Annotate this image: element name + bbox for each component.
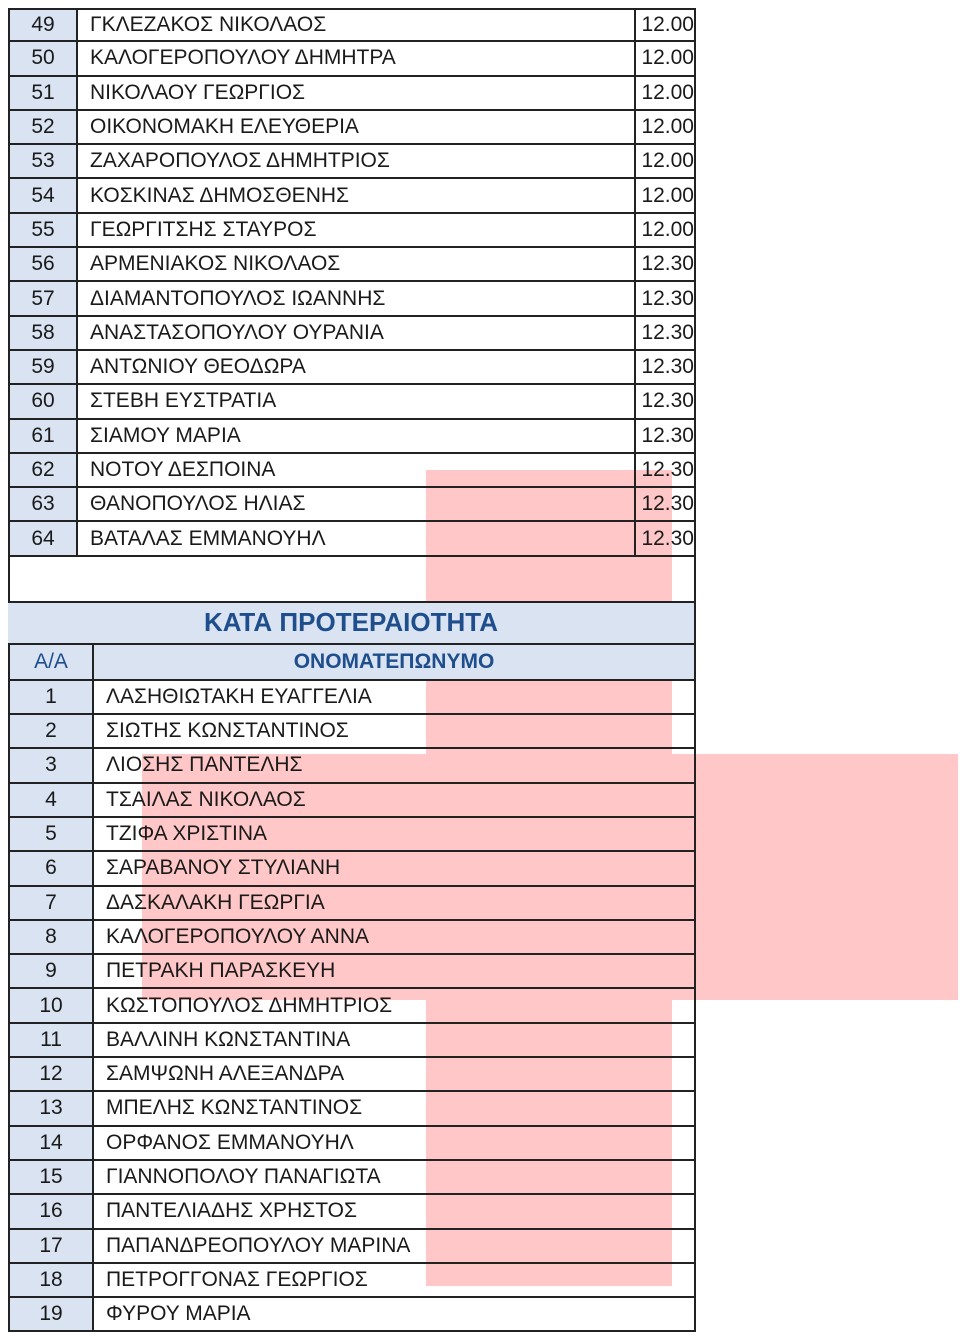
row-name: ΠΕΤΡΟΓΓΟΝΑΣ ΓΕΩΡΓΙΟΣ bbox=[94, 1264, 696, 1296]
row-time: 12.00 bbox=[636, 77, 696, 109]
row-number: 18 bbox=[8, 1264, 94, 1296]
schedule-table bbox=[8, 8, 696, 557]
row-name: ΑΝΑΣΤΑΣΟΠΟΥΛΟΥ ΟΥΡΑΝΙΑ bbox=[78, 317, 636, 349]
row-name: ΦΥΡΟΥ ΜΑΡΙΑ bbox=[94, 1298, 696, 1330]
row-time: 12.00 bbox=[636, 42, 696, 74]
table-row bbox=[8, 1058, 696, 1092]
row-name: ΔΑΣΚΑΛΑΚΗ ΓΕΩΡΓΙΑ bbox=[94, 887, 696, 919]
row-number: 62 bbox=[8, 454, 78, 486]
row-time: 12.30 bbox=[636, 454, 696, 486]
row-name: ΒΑΛΛΙΝΗ ΚΩΝΣΤΑΝΤΙΝΑ bbox=[94, 1024, 696, 1056]
table-row bbox=[8, 715, 696, 749]
table-row bbox=[8, 955, 696, 989]
row-name: ΣΙΑΜΟΥ ΜΑΡΙΑ bbox=[78, 420, 636, 452]
table-row bbox=[8, 681, 696, 715]
table-row bbox=[8, 214, 696, 248]
row-time: 12.30 bbox=[636, 488, 696, 520]
row-time: 12.00 bbox=[636, 145, 696, 177]
row-name: ΣΙΩΤΗΣ ΚΩΝΣΤΑΝΤΙΝΟΣ bbox=[94, 715, 696, 747]
row-name: ΓΚΛΕΖΑΚΟΣ ΝΙΚΟΛΑΟΣ bbox=[78, 10, 636, 40]
table-row bbox=[8, 179, 696, 213]
row-name: ΑΝΤΩΝΙΟΥ ΘΕΟΔΩΡΑ bbox=[78, 351, 636, 383]
row-number: 2 bbox=[8, 715, 94, 747]
row-number: 3 bbox=[8, 749, 94, 781]
table-row bbox=[8, 921, 696, 955]
row-name: ΖΑΧΑΡΟΠΟΥΛΟΣ ΔΗΜΗΤΡΙΟΣ bbox=[78, 145, 636, 177]
row-name: ΣΑΜΨΩΝΗ ΑΛΕΞΑΝΔΡΑ bbox=[94, 1058, 696, 1090]
table-row bbox=[8, 522, 696, 556]
row-number: 14 bbox=[8, 1127, 94, 1159]
row-name: ΤΖΙΦΑ ΧΡΙΣΤΙΝΑ bbox=[94, 818, 696, 850]
column-header-number: Α/Α bbox=[8, 645, 94, 679]
row-number: 1 bbox=[8, 681, 94, 713]
row-time: 12.00 bbox=[636, 10, 696, 40]
priority-title: ΚΑΤΑ ΠΡΟΤΕΡΑΙΟΤΗΤΑ bbox=[8, 603, 696, 643]
row-number: 57 bbox=[8, 282, 78, 314]
row-number: 9 bbox=[8, 955, 94, 987]
column-header-name: ΟΝΟΜΑΤΕΠΩΝΥΜΟ bbox=[94, 645, 696, 679]
row-number: 50 bbox=[8, 42, 78, 74]
row-number: 53 bbox=[8, 145, 78, 177]
table-row bbox=[8, 784, 696, 818]
row-name: ΔΙΑΜΑΝΤΟΠΟΥΛΟΣ ΙΩΑΝΝΗΣ bbox=[78, 282, 636, 314]
row-time: 12.00 bbox=[636, 111, 696, 143]
row-number: 63 bbox=[8, 488, 78, 520]
table-row bbox=[8, 42, 696, 76]
table-spacer bbox=[8, 557, 696, 603]
table-row bbox=[8, 248, 696, 282]
row-name: ΛΙΟΣΗΣ ΠΑΝΤΕΛΗΣ bbox=[94, 749, 696, 781]
row-number: 54 bbox=[8, 179, 78, 211]
row-number: 64 bbox=[8, 522, 78, 554]
row-time: 12.00 bbox=[636, 179, 696, 211]
row-number: 12 bbox=[8, 1058, 94, 1090]
table-row bbox=[8, 488, 696, 522]
row-number: 8 bbox=[8, 921, 94, 953]
table-row bbox=[8, 1195, 696, 1229]
row-time: 12.30 bbox=[636, 522, 696, 554]
table-row bbox=[8, 1024, 696, 1058]
row-number: 17 bbox=[8, 1230, 94, 1262]
table-row bbox=[8, 1127, 696, 1161]
row-number: 4 bbox=[8, 784, 94, 816]
row-time: 12.00 bbox=[636, 214, 696, 246]
row-name: ΝΙΚΟΛΑΟΥ ΓΕΩΡΓΙΟΣ bbox=[78, 77, 636, 109]
row-name: ΜΠΕΛΗΣ ΚΩΝΣΤΑΝΤΙΝΟΣ bbox=[94, 1092, 696, 1124]
row-name: ΣΑΡΑΒΑΝΟΥ ΣΤΥΛΙΑΝΗ bbox=[94, 852, 696, 884]
row-name: ΣΤΕΒΗ ΕΥΣΤΡΑΤΙΑ bbox=[78, 385, 636, 417]
row-number: 61 bbox=[8, 420, 78, 452]
row-number: 15 bbox=[8, 1161, 94, 1193]
priority-column-header bbox=[8, 645, 696, 681]
table-row bbox=[8, 454, 696, 488]
row-number: 51 bbox=[8, 77, 78, 109]
row-name: ΟΡΦΑΝΟΣ ΕΜΜΑΝΟΥΗΛ bbox=[94, 1127, 696, 1159]
row-name: ΘΑΝΟΠΟΥΛΟΣ ΗΛΙΑΣ bbox=[78, 488, 636, 520]
table-row bbox=[8, 1298, 696, 1332]
row-number: 5 bbox=[8, 818, 94, 850]
row-name: ΛΑΣΗΘΙΩΤΑΚΗ ΕΥΑΓΓΕΛΙΑ bbox=[94, 681, 696, 713]
table-row bbox=[8, 420, 696, 454]
row-number: 52 bbox=[8, 111, 78, 143]
row-number: 58 bbox=[8, 317, 78, 349]
row-number: 7 bbox=[8, 887, 94, 919]
row-time: 12.30 bbox=[636, 351, 696, 383]
table-row bbox=[8, 1230, 696, 1264]
table-row bbox=[8, 1092, 696, 1126]
row-number: 55 bbox=[8, 214, 78, 246]
row-number: 19 bbox=[8, 1298, 94, 1330]
row-number: 13 bbox=[8, 1092, 94, 1124]
row-time: 12.30 bbox=[636, 282, 696, 314]
table-row bbox=[8, 145, 696, 179]
row-name: ΤΣΑΙΛΑΣ ΝΙΚΟΛΑΟΣ bbox=[94, 784, 696, 816]
row-name: ΚΑΛΟΓΕΡΟΠΟΥΛΟΥ ΑΝΝΑ bbox=[94, 921, 696, 953]
table-row bbox=[8, 1264, 696, 1298]
table-row bbox=[8, 818, 696, 852]
row-name: ΚΩΣΤΟΠΟΥΛΟΣ ΔΗΜΗΤΡΙΟΣ bbox=[94, 989, 696, 1021]
table-row bbox=[8, 77, 696, 111]
row-name: ΠΕΤΡΑΚΗ ΠΑΡΑΣΚΕΥΗ bbox=[94, 955, 696, 987]
row-number: 56 bbox=[8, 248, 78, 280]
row-time: 12.30 bbox=[636, 420, 696, 452]
priority-heading-row bbox=[8, 603, 696, 645]
row-time: 12.30 bbox=[636, 317, 696, 349]
row-number: 49 bbox=[8, 10, 78, 40]
row-name: ΓΕΩΡΓΙΤΣΗΣ ΣΤΑΥΡΟΣ bbox=[78, 214, 636, 246]
table-row bbox=[8, 749, 696, 783]
row-time: 12.30 bbox=[636, 248, 696, 280]
row-name: ΠΑΝΤΕΛΙΑΔΗΣ ΧΡΗΣΤΟΣ bbox=[94, 1195, 696, 1227]
table-row bbox=[8, 385, 696, 419]
row-name: ΝΟΤΟΥ ΔΕΣΠΟΙΝΑ bbox=[78, 454, 636, 486]
row-number: 60 bbox=[8, 385, 78, 417]
row-name: ΚΑΛΟΓΕΡΟΠΟΥΛΟΥ ΔΗΜΗΤΡΑ bbox=[78, 42, 636, 74]
table-row bbox=[8, 852, 696, 886]
row-name: ΑΡΜΕΝΙΑΚΟΣ ΝΙΚΟΛΑΟΣ bbox=[78, 248, 636, 280]
table-row bbox=[8, 282, 696, 316]
row-name: ΚΟΣΚΙΝΑΣ ΔΗΜΟΣΘΕΝΗΣ bbox=[78, 179, 636, 211]
row-time: 12.30 bbox=[636, 385, 696, 417]
row-number: 59 bbox=[8, 351, 78, 383]
table-row bbox=[8, 351, 696, 385]
row-name: ΠΑΠΑΝΔΡΕΟΠΟΥΛΟΥ ΜΑΡΙΝΑ bbox=[94, 1230, 696, 1262]
table-row bbox=[8, 989, 696, 1023]
table-row bbox=[8, 317, 696, 351]
row-number: 16 bbox=[8, 1195, 94, 1227]
table-row bbox=[8, 8, 696, 42]
table-row bbox=[8, 111, 696, 145]
row-name: ΟΙΚΟΝΟΜΑΚΗ ΕΛΕΥΘΕΡΙΑ bbox=[78, 111, 636, 143]
priority-table bbox=[8, 681, 696, 1332]
document-sheet bbox=[8, 8, 696, 1332]
row-name: ΒΑΤΑΛΑΣ ΕΜΜΑΝΟΥΗΛ bbox=[78, 522, 636, 554]
row-number: 6 bbox=[8, 852, 94, 884]
table-row bbox=[8, 887, 696, 921]
table-row bbox=[8, 1161, 696, 1195]
row-number: 10 bbox=[8, 989, 94, 1021]
row-name: ΓΙΑΝΝΟΠΟΛΟΥ ΠΑΝΑΓΙΩΤΑ bbox=[94, 1161, 696, 1193]
row-number: 11 bbox=[8, 1024, 94, 1056]
